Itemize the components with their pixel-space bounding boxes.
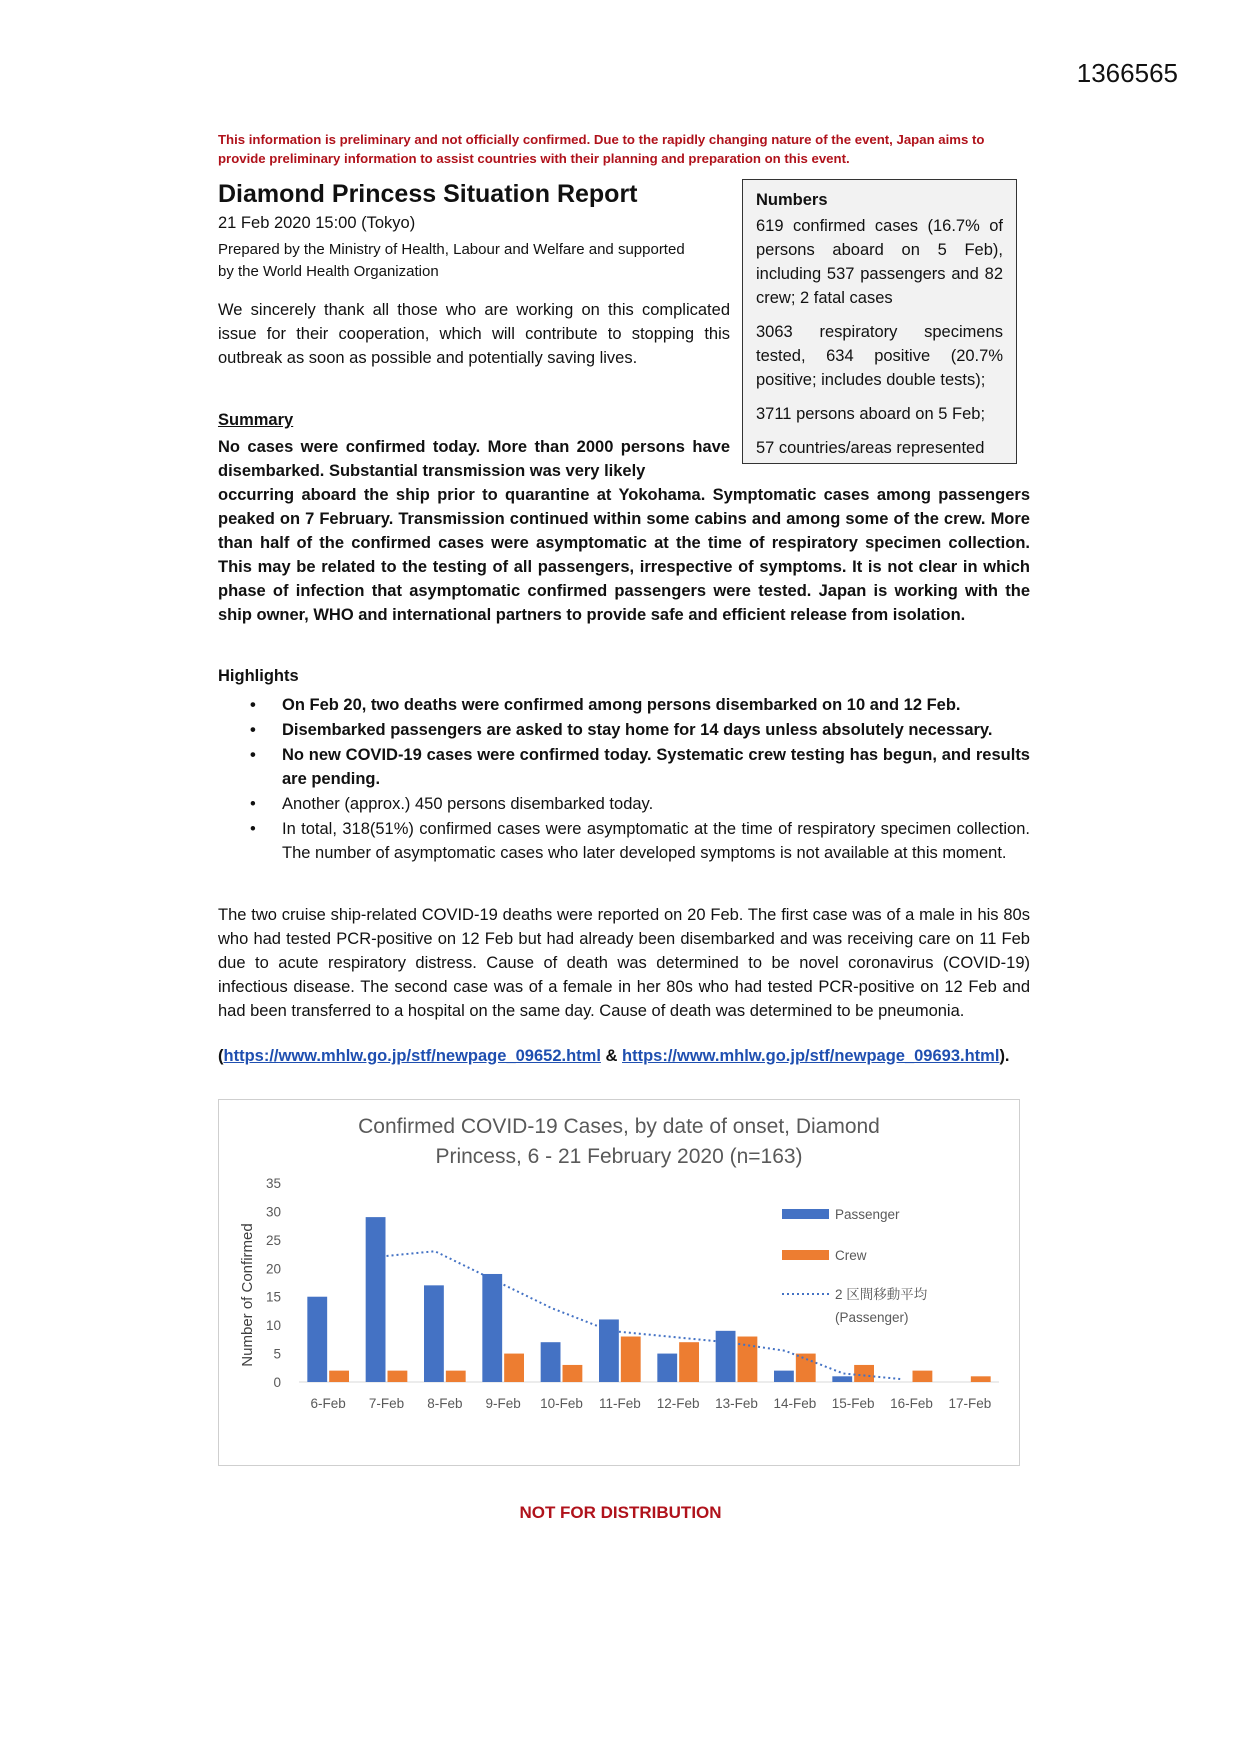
y-tick-label: 5 [273, 1346, 281, 1362]
bar-passenger-8-Feb [424, 1285, 444, 1382]
page-title: Diamond Princess Situation Report [218, 180, 638, 208]
legend-crew-swatch [782, 1250, 829, 1260]
page-number: 1366565 [1076, 58, 1178, 88]
chart-title-line1: Confirmed COVID-19 Cases, by date of onset, Diamond [358, 1115, 880, 1138]
numbers-confirmed-cases: 619 confirmed cases (16.7% of persons aboard on 5 Feb), including 537 passengers and 82 crew; 2 fatal cases [756, 217, 1003, 307]
list-item: • No new COVID-19 cases were confirmed today. Systematic crew testing has begun, and results are pending. [218, 743, 1030, 791]
bar-passenger-14-Feb [774, 1371, 794, 1382]
x-tick-label: 12-Feb [656, 1396, 700, 1411]
list-item: • Disembarked passengers are asked to stay home for 14 days unless absolutely necessary. [218, 718, 1030, 742]
bar-crew-6-Feb [329, 1371, 349, 1382]
numbers-specimens: 3063 respiratory specimens tested, 634 positive (20.7% positive; includes double tests); [756, 323, 1003, 389]
bar-crew-11-Feb [621, 1337, 641, 1382]
legend-crew-label: Crew [835, 1248, 867, 1263]
bar-crew-10-Feb [563, 1365, 583, 1382]
bar-crew-14-Feb [796, 1354, 816, 1382]
bar-passenger-11-Feb [599, 1319, 619, 1382]
list-item: • On Feb 20, two deaths were confirmed among persons disembarked on 10 and 12 Feb. [218, 693, 1030, 717]
x-tick-label: 10-Feb [540, 1396, 583, 1411]
cases-chart [219, 1100, 1019, 1465]
y-tick-label: 15 [265, 1289, 281, 1305]
bullet-icon: • [250, 746, 256, 764]
list-item: • In total, 318(51%) confirmed cases were asymptomatic at the time of respiratory specimen collection. The number of asymptomatic cases who later developed symptoms is not available at this moment. [218, 817, 1030, 865]
y-tick-label: 0 [273, 1375, 281, 1390]
source-links: (https://www.mhlw.go.jp/stf/newpage_09652.html & https://www.mhlw.go.jp/stf/newpage_09693.html). [218, 1047, 1010, 1065]
x-tick-label: 14-Feb [773, 1396, 817, 1411]
thanks-paragraph: We sincerely thank all those who are working on this complicated issue for their cooperation, which will contribute to stopping this outbreak as soon as possible and potentially saving lives. [218, 301, 730, 367]
bar-crew-16-Feb [913, 1371, 933, 1382]
numbers-box [742, 179, 1017, 464]
list-item: • Another (approx.) 450 persons disembarked today. [218, 792, 1030, 816]
bar-passenger-7-Feb [366, 1217, 386, 1382]
y-tick-label: 25 [265, 1232, 281, 1248]
bar-crew-12-Feb [679, 1342, 699, 1382]
numbers-heading: Numbers [756, 191, 828, 209]
bar-passenger-6-Feb [307, 1297, 327, 1382]
bar-passenger-15-Feb [832, 1376, 852, 1382]
bar-crew-8-Feb [446, 1371, 466, 1382]
chart-frame [218, 1099, 1020, 1466]
bar-passenger-12-Feb [657, 1354, 677, 1382]
x-tick-label: 17-Feb [948, 1396, 992, 1411]
bar-crew-15-Feb [854, 1365, 874, 1382]
disclaimer: This information is preliminary and not officially confirmed. Due to the rapidly changing nature of the event, Japan aims to provide preliminary information to assist countries with their planning and preparation on this event. [218, 132, 985, 166]
bar-crew-13-Feb [738, 1337, 758, 1382]
legend-moving-average-label-1: 2 区間移動平均 [835, 1287, 928, 1302]
bullet-icon: • [250, 721, 256, 739]
numbers-persons-aboard: 3711 persons aboard on 5 Feb; [756, 405, 986, 423]
prepared-by: Prepared by the Ministry of Health, Labour and Welfare and supported by the World Health Organization [218, 241, 685, 280]
legend-passenger-label: Passenger [835, 1207, 900, 1222]
bullet-icon: • [250, 696, 256, 714]
bar-crew-17-Feb [971, 1376, 991, 1382]
bar-passenger-13-Feb [716, 1331, 736, 1382]
x-tick-label: 7-Feb [368, 1396, 405, 1411]
deaths-paragraph: The two cruise ship-related COVID-19 deaths were reported on 20 Feb. The first case was of a male in his 80s who had tested PCR-positive on 12 Feb but had already been disembarked and was receiving care on 11 Feb due to acute respiratory distress. Cause of death was determined to be novel coronavirus (COVID-19) infectious disease. The second case was of a female in her 80s who had tested PCR-positive on 12 Feb and had been transferred to a hospital on the same day. Cause of death was determined to be pneumonia. [218, 906, 1030, 1020]
bar-crew-9-Feb [504, 1354, 524, 1382]
x-tick-label: 11-Feb [598, 1396, 641, 1411]
x-tick-label: 9-Feb [485, 1396, 521, 1411]
bullet-icon: • [250, 795, 256, 813]
summary-text-part2: occurring aboard the ship prior to quarantine at Yokohama. Symptomatic cases among passengers peaked on 7 February. Transmission continued within some cabins and among some of the crew. More than half of the confirmed cases were asymptomatic at the time of respiratory specimen collection. This may be related to the testing of all passengers, irrespective of symptoms. It is not clear in which phase of infection that asymptomatic confirmed passengers were tested. Japan is working with the ship owner, WHO and international partners to provide safe and efficient release from isolation. [218, 486, 1030, 624]
summary-text-part1: No cases were confirmed today. More than 2000 persons have disembarked. Substantial transmission was very likely [218, 438, 730, 480]
x-tick-label: 13-Feb [715, 1396, 758, 1411]
x-tick-label: 16-Feb [890, 1396, 933, 1411]
bar-crew-7-Feb [388, 1371, 408, 1382]
footer-not-for-distribution: NOT FOR DISTRIBUTION [519, 1503, 722, 1522]
bullet-icon: • [250, 820, 256, 838]
chart-ylabel: Number of Confirmed [239, 1223, 256, 1367]
chart-title-line2: Princess, 6 - 21 February 2020 (n=163) [435, 1145, 803, 1168]
highlights-list [218, 693, 1030, 866]
y-tick-label: 10 [265, 1318, 281, 1334]
y-tick-label: 30 [265, 1204, 281, 1220]
y-tick-label: 20 [265, 1261, 281, 1277]
summary-heading: Summary [218, 411, 294, 429]
x-tick-label: 15-Feb [831, 1396, 875, 1411]
chart-legend [782, 1207, 928, 1325]
x-tick-label: 6-Feb [310, 1396, 346, 1411]
source-link-1[interactable]: https://www.mhlw.go.jp/stf/newpage_09652.html [223, 1047, 601, 1065]
numbers-countries: 57 countries/areas represented [756, 439, 985, 457]
bar-passenger-9-Feb [482, 1274, 502, 1382]
x-tick-label: 8-Feb [427, 1396, 463, 1411]
legend-moving-average-label-2: (Passenger) [835, 1310, 909, 1325]
legend-passenger-swatch [782, 1209, 829, 1219]
bar-passenger-10-Feb [541, 1342, 561, 1382]
highlights-heading: Highlights [218, 667, 299, 685]
report-date: 21 Feb 2020 15:00 (Tokyo) [218, 214, 416, 232]
y-tick-label: 35 [265, 1176, 281, 1191]
source-link-2[interactable]: https://www.mhlw.go.jp/stf/newpage_09693.html [622, 1047, 1000, 1065]
